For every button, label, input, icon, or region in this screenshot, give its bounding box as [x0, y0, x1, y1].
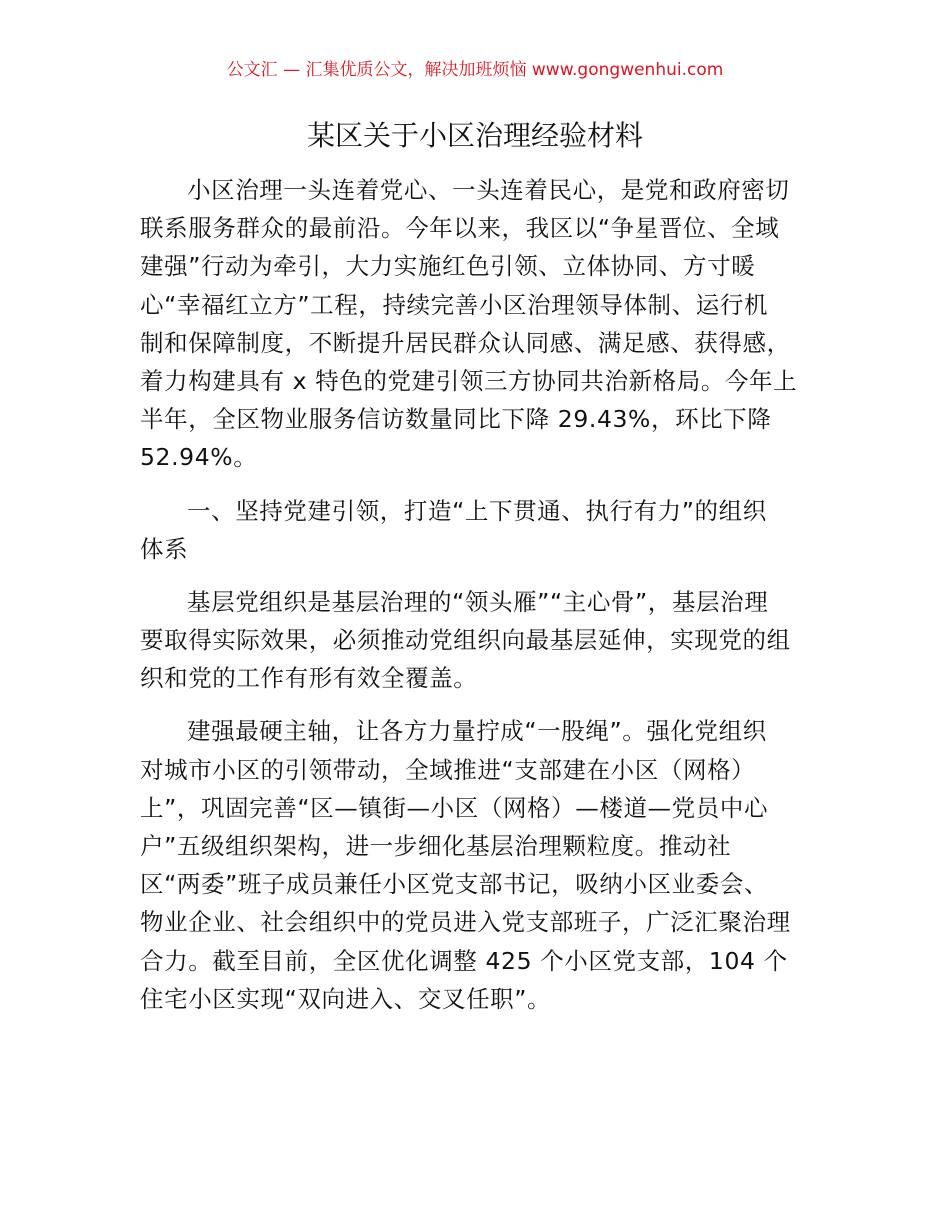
heading-line: 一、坚持党建引领，打造“上下贯通、执行有力”的组织 — [187, 496, 767, 525]
paragraph-grassroots — [140, 583, 820, 698]
text-line: 户”五级组织架构，进一步细化基层治理颗粒度。推动社 — [140, 832, 732, 860]
text-line: 合力。截至目前，全区优化调整 425 个小区党支部，104 个 — [140, 946, 788, 975]
text-line: 小区治理一头连着党心、一头连着民心，是党和政府密切 — [187, 176, 790, 204]
text-line: 物业企业、社会组织中的党员进入党支部班子，广泛汇聚治理 — [140, 908, 791, 937]
text-line: 织和党的工作有形有效全覆盖。 — [140, 664, 478, 693]
text-line: 建强最硬主轴，让各方力量拧成“一股绳”。强化党组织 — [187, 717, 767, 746]
header-banner: 公文汇 — 汇集优质公文，解决加班烦恼 www.gongwenhui.com — [226, 60, 724, 80]
paragraph-main-axis — [140, 712, 820, 1018]
text-line: 基层党组织是基层治理的“领头雁”“主心骨”，基层治理 — [187, 587, 769, 616]
section-heading-1 — [140, 492, 820, 568]
text-line: 52.94%。 — [140, 443, 258, 472]
paragraph-gap — [140, 568, 820, 583]
text-line: 区“两委”班子成员兼任小区党支部书记，吸纳小区业委会、 — [140, 870, 769, 899]
paragraph-intro — [140, 171, 820, 477]
text-line: 建强”行动为牵引，大力实施红色引领、立体协同、方寸暖 — [140, 252, 756, 281]
text-line: 要取得实际效果，必须推动党组织向最基层延伸，实现党的组 — [140, 626, 791, 655]
document-body — [140, 171, 820, 1018]
text-line: 制和保障制度，不断提升居民群众认同感、满足感、获得感， — [140, 328, 791, 357]
text-line: 半年，全区物业服务信访数量同比下降 29.43%，环比下降 — [140, 405, 772, 434]
paragraph-gap — [140, 697, 820, 712]
text-line: 着力构建具有 x 特色的党建引领三方协同共治新格局。今年上 — [140, 366, 798, 395]
text-line: 联系服务群众的最前沿。今年以来，我区以“争星晋位、全域 — [140, 214, 780, 243]
heading-line: 体系 — [140, 534, 189, 563]
text-line: 上”，巩固完善“区—镇街—小区（网格）—楼道—党员中心 — [140, 793, 769, 822]
paragraph-gap — [140, 477, 820, 492]
text-line: 住宅小区实现“双向进入、交叉任职”。 — [140, 984, 552, 1013]
text-line: 对城市小区的引领带动，全域推进“支部建在小区（网格） — [140, 755, 756, 784]
text-line: 心“幸福红立方”工程，持续完善小区治理领导体制、运行机 — [140, 290, 769, 319]
document-title: 某区关于小区治理经验材料 — [306, 119, 643, 152]
